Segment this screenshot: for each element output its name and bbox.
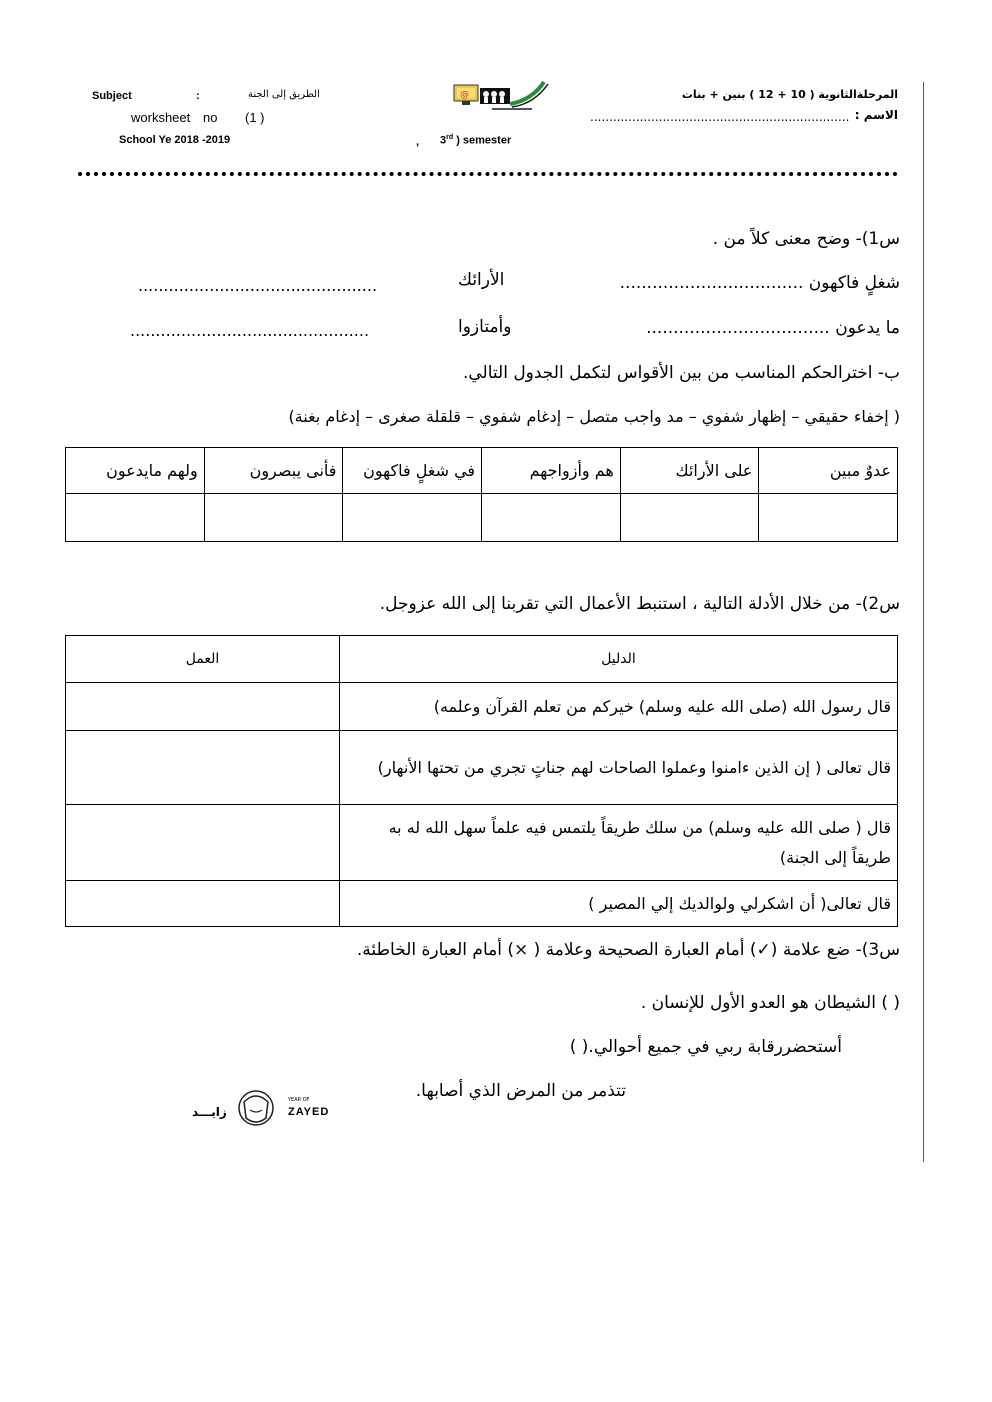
q1-part-b: ب- اخترالحكم المناسب من بين الأقواس لتكمل الجدول التالي. <box>462 363 900 383</box>
q2-action-1[interactable] <box>66 683 340 731</box>
q3-statement-2: أستحضررقابة ربي في جميع أحوالي.( ) <box>569 1037 842 1057</box>
q2-evidence-1: قال رسول الله (صلى الله عليه وسلم) خيركم من تعلم القرآن وعلمه) <box>340 683 898 731</box>
q2-action-4[interactable] <box>66 881 340 927</box>
q3-statement-3: تتذمر من المرض الذي أصابها. <box>415 1081 626 1101</box>
q1-answer-cell-5[interactable] <box>204 494 343 542</box>
name-dots: .................................................................... <box>590 110 850 124</box>
q1-row2-left-dots: ............................................... <box>130 321 370 340</box>
subject-value: الطريق إلى الجنة <box>248 89 320 100</box>
q2-evidence-4: قال تعالى( أن اشكرلي ولوالديك إلي المصير ) <box>340 881 898 927</box>
subject-label: Subject <box>92 90 132 102</box>
q2-row-2 <box>66 731 898 805</box>
q2-table-header-row <box>66 636 898 683</box>
zayed-english: ZAYED <box>288 1106 330 1118</box>
q1-table-header-3: هم وأزواجهم <box>482 448 621 494</box>
school-logo <box>452 80 554 114</box>
semester-sup: rd <box>446 134 454 141</box>
worksheet-label: worksheet <box>131 110 191 125</box>
q1-table-header-6: ولهم مايدعون <box>66 448 205 494</box>
q3-statement-1: ( ) الشيطان هو العدو الأول للإنسان . <box>640 993 900 1013</box>
q1-table-header-row <box>66 448 898 494</box>
q1-table-answer-row <box>66 494 898 542</box>
zayed-arabic: زايـــد <box>192 1105 227 1119</box>
q2-row-3 <box>66 805 898 881</box>
q2-header-evidence: الدليل <box>340 636 898 683</box>
q1-row1-right: شغلٍ فاكهون .................................. <box>619 273 900 293</box>
q1-table-header-5: فأنى يبصرون <box>204 448 343 494</box>
school-logo-icon <box>452 80 554 114</box>
year-of-zayed-logo <box>190 1088 350 1132</box>
q1-row2-right: ما يدعون .................................. <box>646 318 900 338</box>
worksheet-no: no <box>203 110 218 125</box>
name-label: الاسم : <box>854 108 898 122</box>
worksheet-number: (1 ) <box>245 110 265 125</box>
school-year: School Ye 2018 -2019 <box>119 134 231 146</box>
q1-table <box>65 447 898 542</box>
year-of-text: YEAR OF <box>288 1097 310 1103</box>
q2-action-3[interactable] <box>66 805 340 881</box>
svg-text:@: @ <box>460 90 469 100</box>
q1-table-header-2: على الأرائك <box>620 448 759 494</box>
q1-row1-left-word: الأرائك <box>458 270 505 290</box>
semester-number: 3 <box>440 134 447 147</box>
q2-table <box>65 635 898 927</box>
q1-row2-left-word: وأمتازوا <box>458 317 512 337</box>
q2-header-action: العمل <box>66 636 340 683</box>
q1-title: س1)- وضح معنى كلاً من . <box>712 229 900 249</box>
stage-text: المرحلةالثانوية ( 10 + 12 ) بنين + بنات <box>681 88 898 101</box>
q1-choices: ( إخفاء حقيقي – إظهار شفوي – مد واجب متصل – إدغام شفوي – قلقلة صغرى – إدغام بغنة) <box>288 407 900 426</box>
semester-comma: , <box>416 136 420 148</box>
q3-title: س3)- ضع علامة (✓) أمام العبارة الصحيحة وعلامة ( ×) أمام العبارة الخاطئة. <box>356 940 900 960</box>
q1-row1-left-dots: ............................................... <box>138 276 378 295</box>
q2-row-1 <box>66 683 898 731</box>
q1-table-header-4: في شغلٍ فاكهون <box>343 448 482 494</box>
header-separator <box>78 172 898 176</box>
q1-table-header-1: عدوٌ مبين <box>759 448 898 494</box>
q2-evidence-2: قال تعالى ( إن الذين ءامنوا وعملوا الصاحات لهم جناتٍ تجري من تحتها الأنهار) <box>340 731 898 805</box>
semester-text: ) semester <box>456 134 512 147</box>
right-margin-line <box>923 82 924 1162</box>
q2-action-2[interactable] <box>66 731 340 805</box>
semester-label <box>440 134 511 147</box>
q2-evidence-3: قال ( صلى الله عليه وسلم) من سلك طريقاً يلتمس فيه علماً سهل الله له به طريقاً إلى الجنة) <box>340 805 898 881</box>
q1-answer-cell-1[interactable] <box>759 494 898 542</box>
q1-answer-cell-2[interactable] <box>620 494 759 542</box>
subject-colon: : <box>196 90 200 102</box>
q2-row-4 <box>66 881 898 927</box>
q1-answer-cell-3[interactable] <box>482 494 621 542</box>
q2-title: س2)- من خلال الأدلة التالية ، استنبط الأعمال التي تقربنا إلى الله عزوجل. <box>379 594 900 614</box>
q1-answer-cell-4[interactable] <box>343 494 482 542</box>
q1-answer-cell-6[interactable] <box>66 494 205 542</box>
